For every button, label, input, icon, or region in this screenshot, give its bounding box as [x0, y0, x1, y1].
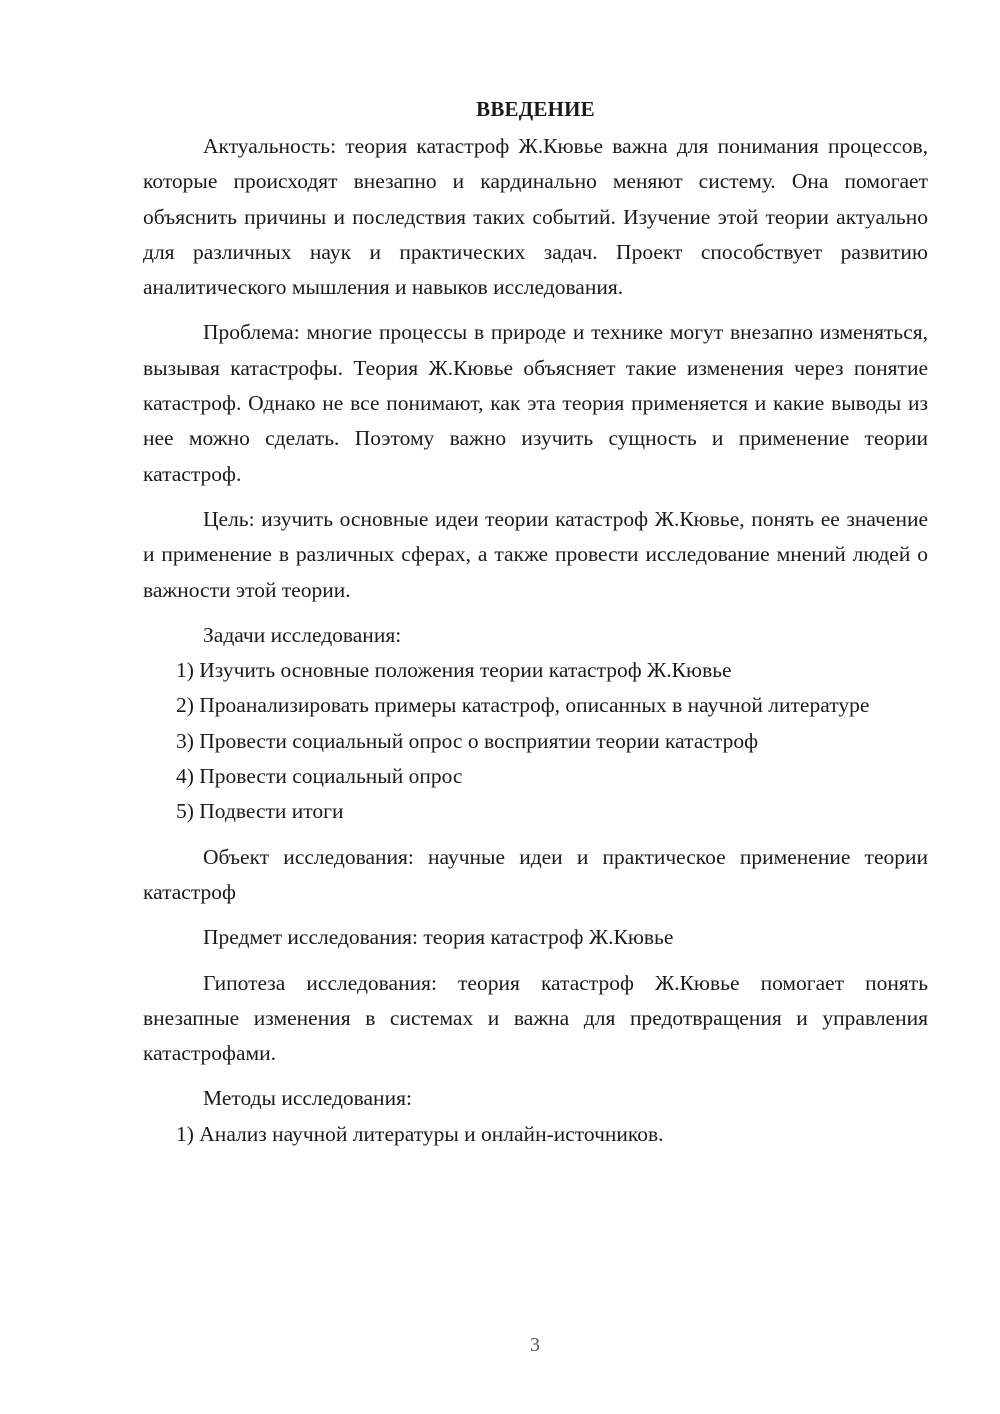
paragraph-tasks-heading: Задачи исследования:	[203, 622, 402, 647]
paragraph-problem: Проблема: многие процессы в природе и технике могут внезапно изменяться, вызывая катастрофы. Теория Ж.Кювье объясняет такие изменения через понятие катастроф. Однако не все понимают, как эта теория применяется и какие выводы из нее можно сделать. Поэтому важно изучить сущность и применение теории катастроф.	[143, 320, 928, 486]
task-item-2: 2) Проанализировать примеры катастроф, описанных в научной литературе	[176, 693, 870, 718]
paragraph-methods-heading: Методы исследования:	[203, 1086, 412, 1111]
document-page	[143, 92, 928, 1152]
task-item-1: 1) Изучить основные положения теории катастроф Ж.Кювье	[176, 658, 732, 683]
paragraph-hypothesis: Гипотеза исследования: теория катастроф Ж.Кювье помогает понять внезапные изменения в системах и важна для предотвращения и управления катастрофами.	[143, 970, 928, 1066]
task-item-3: 3) Провести социальный опрос о восприятии теории катастроф	[176, 728, 759, 753]
paragraph-relevance: Актуальность: теория катастроф Ж.Кювье важна для понимания процессов, которые происходят внезапно и кардинально меняют систему. Она помогает объяснить причины и последствия таких событий. Изучение этой теории актуально для различных наук и практических задач. Проект способствует развитию аналитического мышления и навыков исследования.	[143, 134, 928, 300]
document-title: ВВЕДЕНИЕ	[476, 97, 595, 121]
task-item-4: 4) Провести социальный опрос	[176, 764, 463, 789]
paragraph-object: Объект исследования: научные идеи и практическое применение теории катастроф	[143, 844, 928, 904]
paragraph-subject: Предмет исследования: теория катастроф Ж.Кювье	[203, 925, 674, 950]
page-number: 3	[530, 1334, 540, 1356]
method-item-1: 1) Анализ научной литературы и онлайн-источников.	[176, 1121, 664, 1146]
paragraph-goal: Цель: изучить основные идеи теории катастроф Ж.Кювье, понять ее значение и применение в различных сферах, а также провести исследование мнений людей о важности этой теории.	[143, 506, 928, 602]
task-item-5: 5) Подвести итоги	[176, 799, 344, 824]
